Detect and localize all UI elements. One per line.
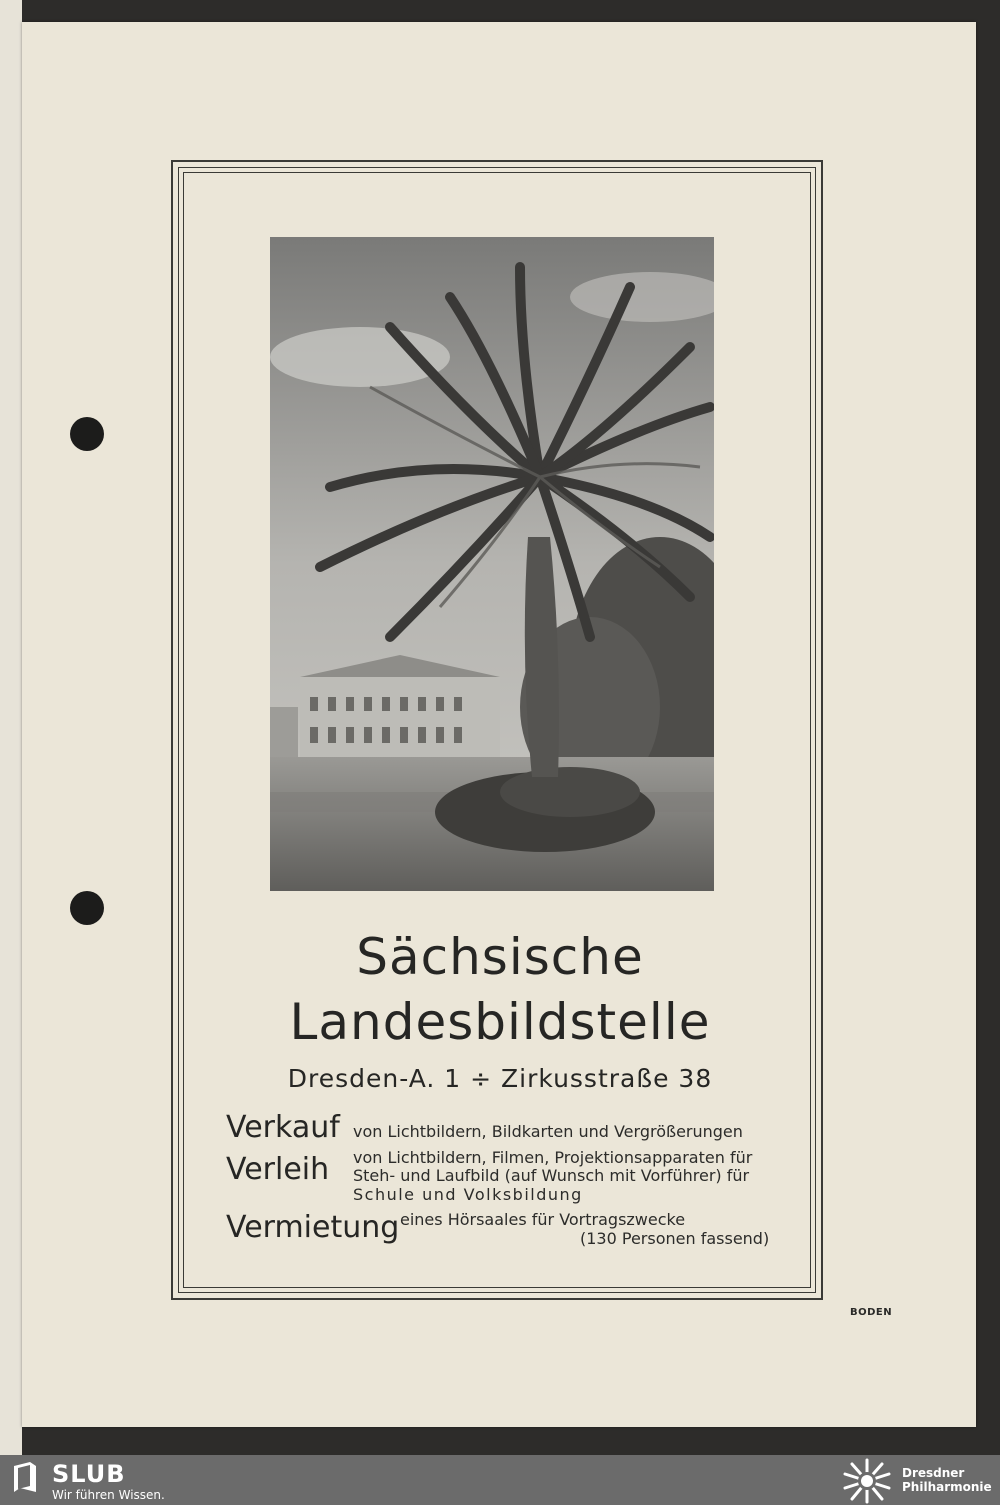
palace-garden-photo [270,237,714,891]
adjacent-page-edge [0,0,22,1455]
punch-hole [70,417,104,451]
service-text: Steh- und Laufbild (auf Wunsch mit Vorführer) für [353,1166,750,1185]
partner-name[interactable] [902,1466,992,1494]
printer-mark: BODEN [850,1307,893,1318]
punch-hole [70,891,104,925]
library-tagline: Wir führen Wissen. [52,1488,165,1502]
palm-tree-photo [270,237,714,891]
service-text: eines Hörsaales für Vortragszwecke [400,1210,686,1229]
slub-logo-icon [14,1462,36,1492]
partner-name-line1: Dresdner [902,1466,965,1480]
philharmonie-logo-icon [842,1458,892,1504]
service-text: (130 Personen fassend) [580,1229,770,1248]
service-text: Schule und Volksbildung [353,1185,583,1204]
service-label: Verkauf [226,1110,340,1145]
service-label: Verleih [226,1152,330,1187]
service-text: von Lichtbildern, Filmen, Projektionsapparaten für [353,1148,753,1167]
partner-name-line2: Philharmonie [902,1480,992,1494]
service-label: Vermietung [226,1210,400,1245]
library-name[interactable]: SLUB [52,1460,126,1488]
service-text: von Lichtbildern, Bildkarten und Vergrößerungen [353,1122,743,1141]
title-line-2: Landesbildstelle [289,993,711,1051]
title-line-1: Sächsische [356,928,644,986]
address: Dresden-A. 1 ÷ Zirkusstraße 38 [287,1064,713,1093]
